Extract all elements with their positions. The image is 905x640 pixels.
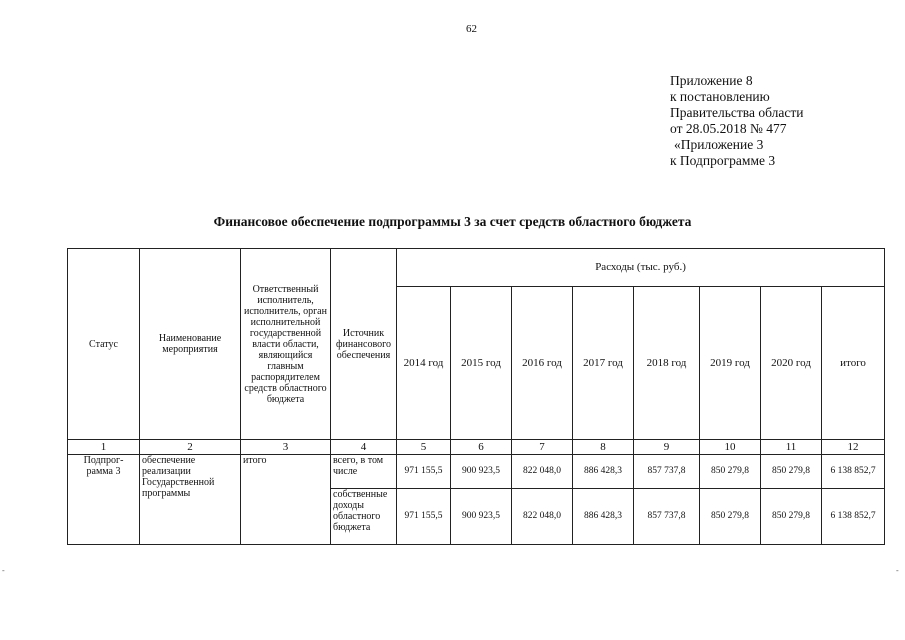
appendix-block	[670, 73, 803, 169]
document-title: Финансовое обеспечение подпрограммы 3 за счет средств областного бюджета	[213, 214, 692, 229]
value-cell: 850 279,8	[700, 455, 761, 489]
header-source: Источник финансового обеспечения	[331, 249, 397, 440]
financing-table	[67, 248, 885, 545]
value-cell: 822 048,0	[512, 455, 573, 489]
header-responsible: Ответственный исполнитель, исполнитель, орган исполнительной государственной власти области, являющийся главным распорядителем средств областного бюджета	[241, 249, 331, 440]
column-number: 9	[634, 440, 700, 455]
column-number: 10	[700, 440, 761, 455]
header-year: 2014 год	[397, 287, 451, 440]
appendix-line: Правительства области	[670, 105, 804, 120]
column-number: 6	[451, 440, 512, 455]
value-cell: 900 923,5	[451, 489, 512, 545]
edge-mark: -	[2, 566, 5, 575]
source-cell: всего, в том числе	[331, 455, 397, 489]
header-year: 2020 год	[761, 287, 822, 440]
header-row	[68, 249, 885, 287]
appendix-line: к постановлению	[670, 89, 770, 104]
value-cell: 850 279,8	[761, 489, 822, 545]
measure-name-cell: обеспечение реализации Государственной программы	[140, 455, 241, 545]
appendix-line: Приложение 8	[670, 73, 753, 88]
appendix-line: от 28.05.2018 № 477	[670, 121, 787, 136]
column-number: 4	[331, 440, 397, 455]
page-number: 62	[466, 23, 477, 35]
column-number: 1	[68, 440, 140, 455]
column-number: 12	[822, 440, 885, 455]
column-number: 11	[761, 440, 822, 455]
value-cell: 822 048,0	[512, 489, 573, 545]
status-cell: Подпрог- рамма 3	[68, 455, 140, 545]
header-year: 2015 год	[451, 287, 512, 440]
header-year: 2017 год	[573, 287, 634, 440]
value-cell: 886 428,3	[573, 489, 634, 545]
header-name: Наименование мероприятия	[140, 249, 241, 440]
value-cell: 6 138 852,7	[822, 489, 885, 545]
value-cell: 900 923,5	[451, 455, 512, 489]
header-status: Статус	[68, 249, 140, 440]
header-expenses: Расходы (тыс. руб.)	[397, 249, 885, 287]
value-cell: 971 155,5	[397, 489, 451, 545]
column-number: 8	[573, 440, 634, 455]
appendix-line: «Приложение 3	[674, 137, 764, 152]
responsible-cell: итого	[241, 455, 331, 545]
value-cell: 886 428,3	[573, 455, 634, 489]
column-number: 3	[241, 440, 331, 455]
table-row	[68, 455, 885, 489]
value-cell: 850 279,8	[700, 489, 761, 545]
source-cell: собственные доходы областного бюджета	[331, 489, 397, 545]
appendix-line: к Подпрограмме 3	[670, 153, 776, 168]
value-cell: 857 737,8	[634, 455, 700, 489]
value-cell: 857 737,8	[634, 489, 700, 545]
value-cell: 6 138 852,7	[822, 455, 885, 489]
column-number: 2	[140, 440, 241, 455]
value-cell: 971 155,5	[397, 455, 451, 489]
column-number: 7	[512, 440, 573, 455]
column-numbers-row	[68, 440, 885, 455]
value-cell: 850 279,8	[761, 455, 822, 489]
column-number: 5	[397, 440, 451, 455]
header-year: 2019 год	[700, 287, 761, 440]
header-year: 2016 год	[512, 287, 573, 440]
header-year: итого	[822, 287, 885, 440]
header-year: 2018 год	[634, 287, 700, 440]
edge-mark: -	[896, 566, 899, 575]
